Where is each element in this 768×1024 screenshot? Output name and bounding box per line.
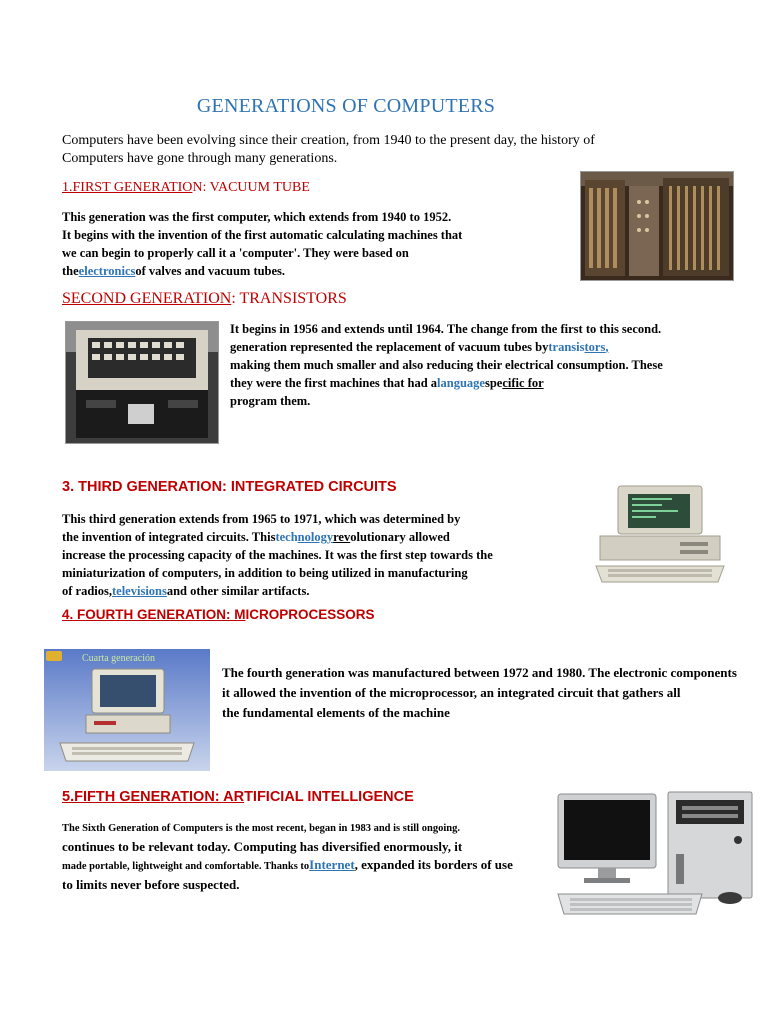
heading-part: 4. FOURTH GENERATION: M [62, 607, 246, 622]
heading-part: 3. THIRD GENERATION: INT [62, 479, 255, 495]
intro-line: Computers have been evolving since their creation, from 1940 to the present day, the history of [62, 133, 595, 148]
text-line [230, 338, 710, 356]
technology-link[interactable]: nology [297, 530, 334, 544]
text-line: It begins in 1956 and extends until 1964. The change from the first to this second. [230, 322, 662, 336]
text-line: the fundamental elements of the machine [222, 705, 450, 720]
heading-part: 1.FIRST GENERATIO [62, 180, 193, 195]
heading-part: : TRANSISTORS [231, 290, 347, 307]
heading-part: EGRATED CIRCUITS [254, 479, 397, 495]
text-part: cific for [502, 376, 544, 390]
fourth-generation-heading [62, 607, 375, 622]
first-generation-text [62, 208, 562, 280]
text-line [62, 262, 562, 280]
fifth-generation-heading [62, 789, 414, 805]
intro-line: Computers have gone through many generations. [62, 151, 338, 166]
text-part: spe [484, 376, 503, 390]
electronics-link[interactable]: electronics [78, 264, 136, 278]
text-part: rev [333, 530, 351, 544]
language-link[interactable]: language [437, 376, 485, 390]
text-line: to limits never before suspected. [62, 877, 240, 892]
text-line: The fourth generation was manufactured between 1972 and 1980. The electronic components [222, 665, 737, 680]
text-part: of valves and vacuum tubes. [135, 264, 286, 278]
text-part: , [605, 340, 609, 354]
intro-paragraph [62, 132, 662, 168]
microprocessor-computer-image [44, 649, 210, 771]
transistors-link[interactable]: transis [548, 340, 585, 354]
text-line: it allowed the invention of the microprocessor, an integrated circuit that gathers all [222, 685, 681, 700]
transistors-link[interactable]: tors [584, 340, 606, 354]
text-part: olutionary allowed [350, 530, 450, 544]
second-generation-heading [62, 290, 347, 308]
text-line [230, 374, 710, 392]
text-line: program them. [230, 394, 311, 408]
text-part: generation represented the replacement of vacuum tubes by [230, 340, 549, 354]
transistor-computer-image [65, 321, 219, 444]
text-part: the invention of integrated circuits. This [62, 530, 276, 544]
text-part: of radios, [62, 584, 112, 598]
image-caption: Cuarta generación [82, 653, 156, 664]
text-line: continues to be relevant today. Computing has diversified enormously, it [62, 839, 463, 854]
text-line: making them much smaller and also reducing their electrical consumption. These [230, 358, 663, 372]
text-line [62, 856, 552, 876]
page-title: GENERATIONS OF COMPUTERS [196, 95, 496, 117]
text-line [62, 582, 562, 600]
heading-part: TIFICIAL INTELLIGENCE [244, 789, 414, 805]
text-line: The Sixth Generation of Computers is the most recent, began in 1983 and is still ongoing. [62, 823, 460, 834]
text-part: made portable, lightweight and comfortable. Thanks to [62, 861, 310, 872]
text-line: we can begin to properly call it a 'computer'. They were based on [62, 246, 409, 260]
text-part: the [62, 264, 79, 278]
text-line: miniaturization of computers, in addition to being utilized in manufacturing [62, 566, 468, 580]
text-line: This generation was the first computer, which extends from 1940 to 1952. [62, 210, 452, 224]
text-line: increase the processing capacity of the machines. It was the first step towards the [62, 548, 493, 562]
integrated-circuit-computer-image [588, 482, 732, 586]
third-generation-text [62, 510, 562, 600]
text-part: they were the first machines that had a [230, 376, 438, 390]
computer-icon [44, 663, 210, 771]
text-line: It begins with the invention of the first automatic calculating machines that [62, 228, 463, 242]
text-line [62, 528, 562, 546]
text-line: This third generation extends from 1965 to 1971, which was determined by [62, 512, 461, 526]
text-part: , expanded its borders of use [354, 857, 513, 872]
heading-part: SECOND GENERATION [62, 290, 232, 307]
third-generation-heading [62, 479, 397, 495]
televisions-link[interactable]: televisions [112, 584, 167, 598]
fourth-generation-text [222, 663, 768, 723]
modern-computer-image [552, 790, 756, 918]
second-generation-text [230, 320, 710, 410]
heading-part: 5.FIFTH GENERATION: AR [62, 789, 245, 805]
internet-link[interactable]: Internet [309, 857, 355, 872]
heading-part: ICROPROCESSORS [245, 607, 375, 622]
text-part: and other similar artifacts. [166, 584, 310, 598]
first-generation-heading [62, 180, 310, 196]
technology-link[interactable]: tech [275, 530, 298, 544]
vacuum-tube-computer-image [580, 171, 734, 281]
logo-icon [46, 651, 62, 661]
heading-part: N: VACUUM TUBE [192, 180, 310, 195]
fifth-generation-text [62, 820, 552, 894]
